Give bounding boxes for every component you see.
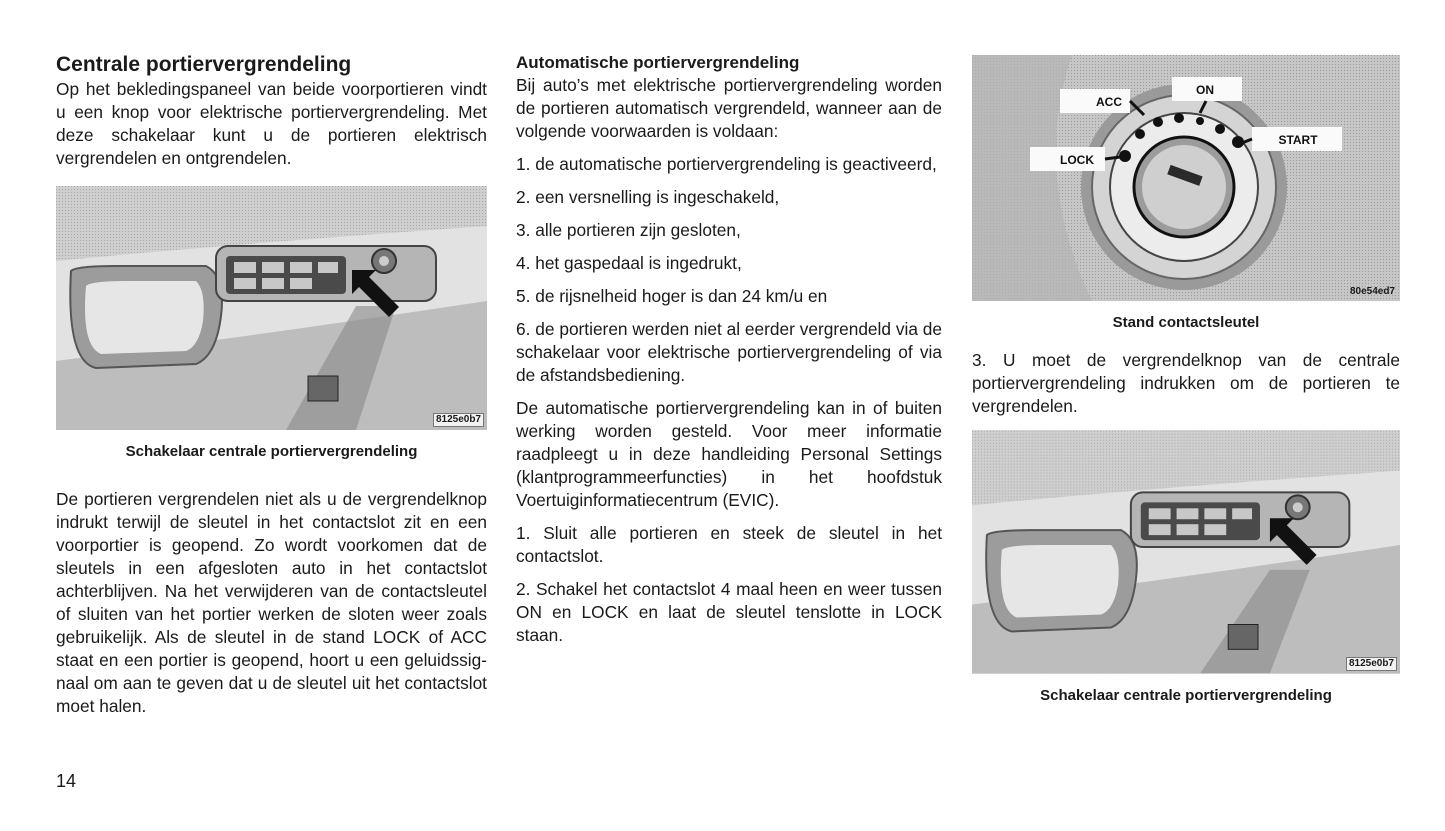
section-title-central-locking: Centrale portiervergrendeling bbox=[56, 53, 352, 76]
condition-item: 5. de rijsnelheid hoger is dan 24 km/u en bbox=[516, 286, 828, 306]
column-left bbox=[56, 52, 487, 718]
condition-item: 2. een versnelling is ingeschakeld, bbox=[516, 187, 780, 207]
ignition-illustration bbox=[972, 55, 1400, 301]
figure-code: 8125e0b7 bbox=[433, 413, 484, 427]
figure-code: 80e54ed7 bbox=[1349, 286, 1395, 297]
door-switch-figure bbox=[56, 186, 487, 430]
figure-caption: Schakelaar centrale portiervergrendeling bbox=[125, 443, 418, 460]
door-panel-illustration bbox=[56, 186, 487, 430]
lock-label: LOCK bbox=[1060, 153, 1094, 167]
figure-caption: Stand contactsleutel bbox=[1112, 314, 1260, 331]
column-middle bbox=[516, 52, 942, 647]
step3-paragraph: 3. U moet de vergrendelknop van de centrale portiervergrendeling indrukken om de portieren te vergrendelen. bbox=[972, 350, 1400, 416]
step-item: 1. Sluit alle portieren en steek de sleutel in het contactslot. bbox=[516, 523, 942, 566]
body-paragraph: De portieren vergrendelen niet als u de vergrendelknop indrukt terwijl de sleutel in het contactslot zit en een voorportier is geopend. Zo wordt voorkomen dat de sleutels in een afgesloten auto in het contactslot achterblijven. Na het verwijderen van de contactsleutel of sluiten van het portier werken de sloten weer zoals gebruikelijk. Als de sleutel in de stand LOCK of ACC staat en een portier is geopend, hoort u een geluidssignaal om aan te geven dat u de sleutel uit het contactslot moet halen. bbox=[56, 489, 487, 716]
door-switch-figure-2 bbox=[972, 430, 1400, 674]
condition-item: 1. de automatische portiervergrendeling is geactiveerd, bbox=[516, 154, 937, 174]
auto-lock-intro: Bij auto’s met elektrische portiervergrendeling worden de portieren automatisch vergrendeld, wanneer aan de volgende voorwaarden is voldaan: bbox=[516, 75, 942, 141]
condition-item: 6. de portieren werden niet al eerder vergrendeld via de schakelaar voor elektrische portiervergrendeling of via de afstandsbediening. bbox=[516, 319, 942, 385]
intro-paragraph: Op het bekledingspaneel van beide voorportieren vindt u een knop voor elektrische portiervergrendeling. Met deze schakelaar kunt u de portieren elektrisch vergrendelen en ontgrendelen. bbox=[56, 79, 487, 168]
condition-item: 4. het gaspedaal is ingedrukt, bbox=[516, 253, 742, 273]
settings-paragraph: De automatische portiervergrendeling kan in of buiten werking worden gesteld. Voor meer informatie raadpleegt u in deze handleiding Personal Settings (klantprogrammeerfuncties) in het hoofdstuk Voertuiginformatiecentrum (EVIC). bbox=[516, 398, 942, 510]
acc-label: ACC bbox=[1096, 95, 1122, 109]
step-item: 2. Schakel het contactslot 4 maal heen en weer tussen ON en LOCK en laat de sleutel tenslotte in LOCK staan. bbox=[516, 579, 942, 645]
ignition-figure bbox=[972, 55, 1400, 301]
page-number: 14 bbox=[56, 771, 77, 791]
condition-item: 3. alle portieren zijn gesloten, bbox=[516, 220, 741, 240]
section-title-automatic-locking: Automatische portiervergrendeling bbox=[516, 53, 800, 72]
figure-code: 8125e0b7 bbox=[1346, 657, 1397, 671]
figure-caption: Schakelaar centrale portiervergrendeling bbox=[1040, 687, 1332, 704]
start-label: START bbox=[1278, 133, 1318, 147]
door-panel-illustration-2 bbox=[972, 430, 1400, 674]
column-right bbox=[972, 52, 1400, 706]
on-label: ON bbox=[1196, 83, 1214, 97]
